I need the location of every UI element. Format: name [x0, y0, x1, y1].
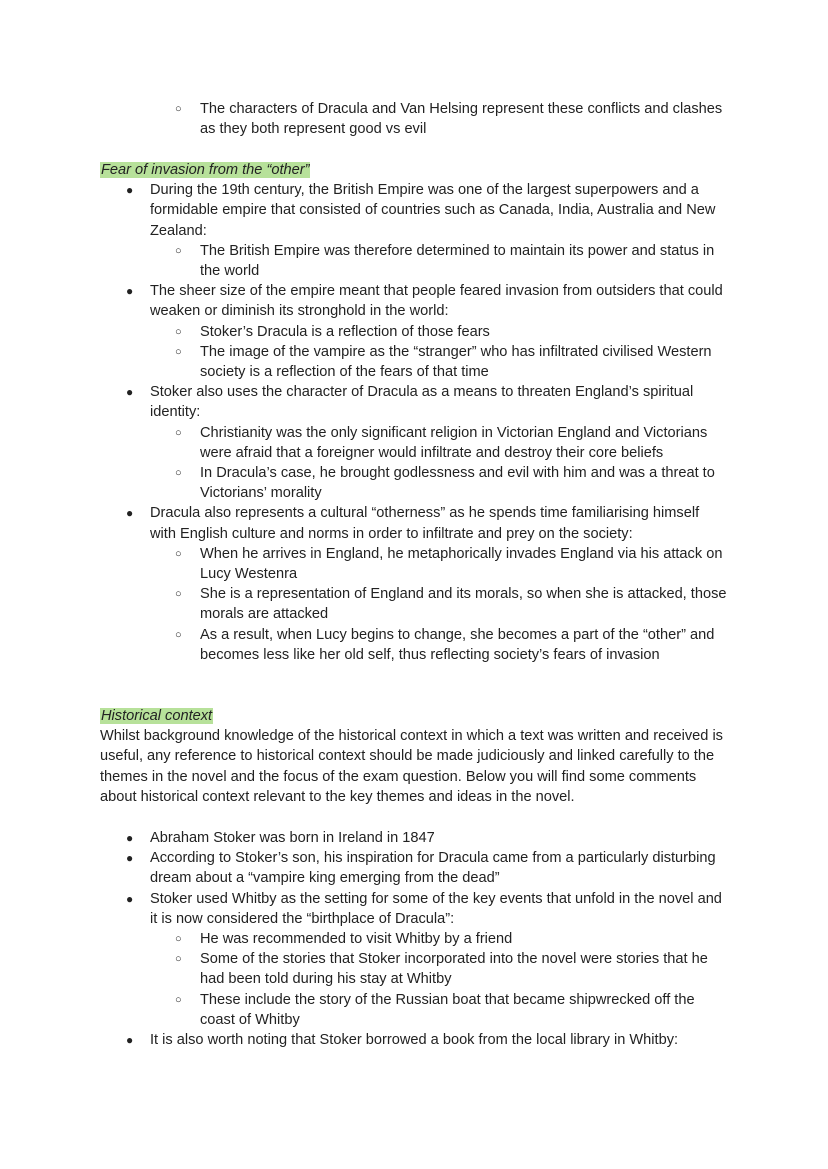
list-item: ● The sheer size of the empire meant that people feared invasion from outsiders that could weaken or diminish its stronghold in the world: [126, 283, 723, 320]
list-subitem: ○ These include the story of the Russian boat that became shipwrecked off the coast of Whitby [175, 991, 695, 1028]
list-subitem: ○ When he arrives in England, he metaphorically invades England via his attack on Lucy Westenra [175, 545, 723, 583]
list-item: ● It is also worth noting that Stoker borrowed a book from the local library in Whitby: [0, 1030, 828, 1050]
bullet-icon: ● [126, 183, 134, 198]
bullet-icon: ● [126, 385, 134, 400]
hollow-bullet-icon: ○ [175, 993, 182, 1006]
hollow-bullet-icon: ○ [175, 345, 182, 358]
bullet-icon: ● [126, 831, 134, 845]
list-item: ● Dracula also represents a cultural “otherness” as he spends time familiarising himself with English culture and norms in order to infiltrate and prey on the society: [126, 505, 700, 542]
list-subitem: ○ He was recommended to visit Whitby by a friend [0, 929, 828, 949]
list-subitem: ○ As a result, when Lucy begins to change, she becomes a part of the “other” and becomes less like her old self, thus reflecting society’s fears of invasion [175, 626, 715, 663]
list-item: ● Stoker also uses the character of Dracula as a means to threaten England’s spiritual identity: [126, 384, 694, 421]
hollow-bullet-icon: ○ [175, 953, 182, 966]
section-fear-of-invasion [0, 160, 828, 665]
bullet-icon: ● [126, 1033, 134, 1048]
list-item: ● During the 19th century, the British Empire was one of the largest superpowers and a formidable empire that consisted of countries such as Canada, India, Australia and New Zealand: [126, 182, 716, 239]
bullet-icon: ● [126, 506, 134, 521]
hollow-bullet-icon: ○ [175, 933, 182, 946]
list-item: ● According to Stoker’s son, his inspiration for Dracula came from a particularly disturbing dream about a “vampire king emerging from the dead” [126, 850, 716, 887]
hollow-bullet-icon: ○ [175, 467, 182, 480]
hollow-bullet-icon: ○ [175, 244, 182, 257]
list-item: ● Stoker used Whitby as the setting for some of the key events that unfold in the novel and it is now considered the “birthplace of Dracula”: [126, 890, 722, 927]
section-heading: Fear of invasion from the “other” [101, 162, 310, 178]
hollow-bullet-icon: ○ [175, 547, 182, 560]
list-subitem: ○ The characters of Dracula and Van Helsing represent these conflicts and clashes as they both represent good vs evil [175, 101, 723, 138]
hollow-bullet-icon: ○ [175, 103, 182, 115]
hollow-bullet-icon: ○ [175, 628, 182, 641]
intro-paragraph: Whilst background knowledge of the historical context in which a text was written and received is useful, any reference to historical context should be made judiciously and linked carefully to the themes in the novel and the focus of the exam question. Below you will find some comments about historical context relevant to the key themes and ideas in the novel. [100, 728, 723, 805]
list-subitem: ○ Christianity was the only significant religion in Victorian England and Victorians were afraid that a foreigner would infiltrate and destroy their core beliefs [175, 424, 708, 461]
bullet-icon: ● [126, 891, 134, 906]
hollow-bullet-icon: ○ [175, 325, 182, 338]
bullet-icon: ● [126, 851, 134, 866]
hollow-bullet-icon: ○ [175, 426, 182, 439]
section-historical-context [0, 706, 828, 807]
top-carryover [0, 99, 828, 139]
hollow-bullet-icon: ○ [175, 588, 182, 601]
list-subitem: ○ The British Empire was therefore determined to maintain its power and status in the world [175, 242, 715, 280]
list-subitem: ○ Some of the stories that Stoker incorporated into the novel were stories that he had been told during his stay at Whitby [175, 951, 708, 988]
list-subitem: ○ In Dracula’s case, he brought godlessness and evil with him and was a threat to Victorians’ morality [175, 465, 715, 502]
bullet-icon: ● [126, 284, 134, 299]
list-item: ● Abraham Stoker was born in Ireland in 1847 [0, 828, 828, 848]
list-subitem: ○ The image of the vampire as the “stranger” who has infiltrated civilised Western society is a reflection of the fears of that time [175, 343, 712, 381]
historical-list [0, 828, 828, 1050]
section-heading: Historical context [101, 708, 213, 724]
list-subitem: ○ Stoker’s Dracula is a reflection of those fears [0, 322, 828, 342]
list-subitem: ○ She is a representation of England and its morals, so when she is attacked, those morals are attacked [175, 586, 727, 623]
